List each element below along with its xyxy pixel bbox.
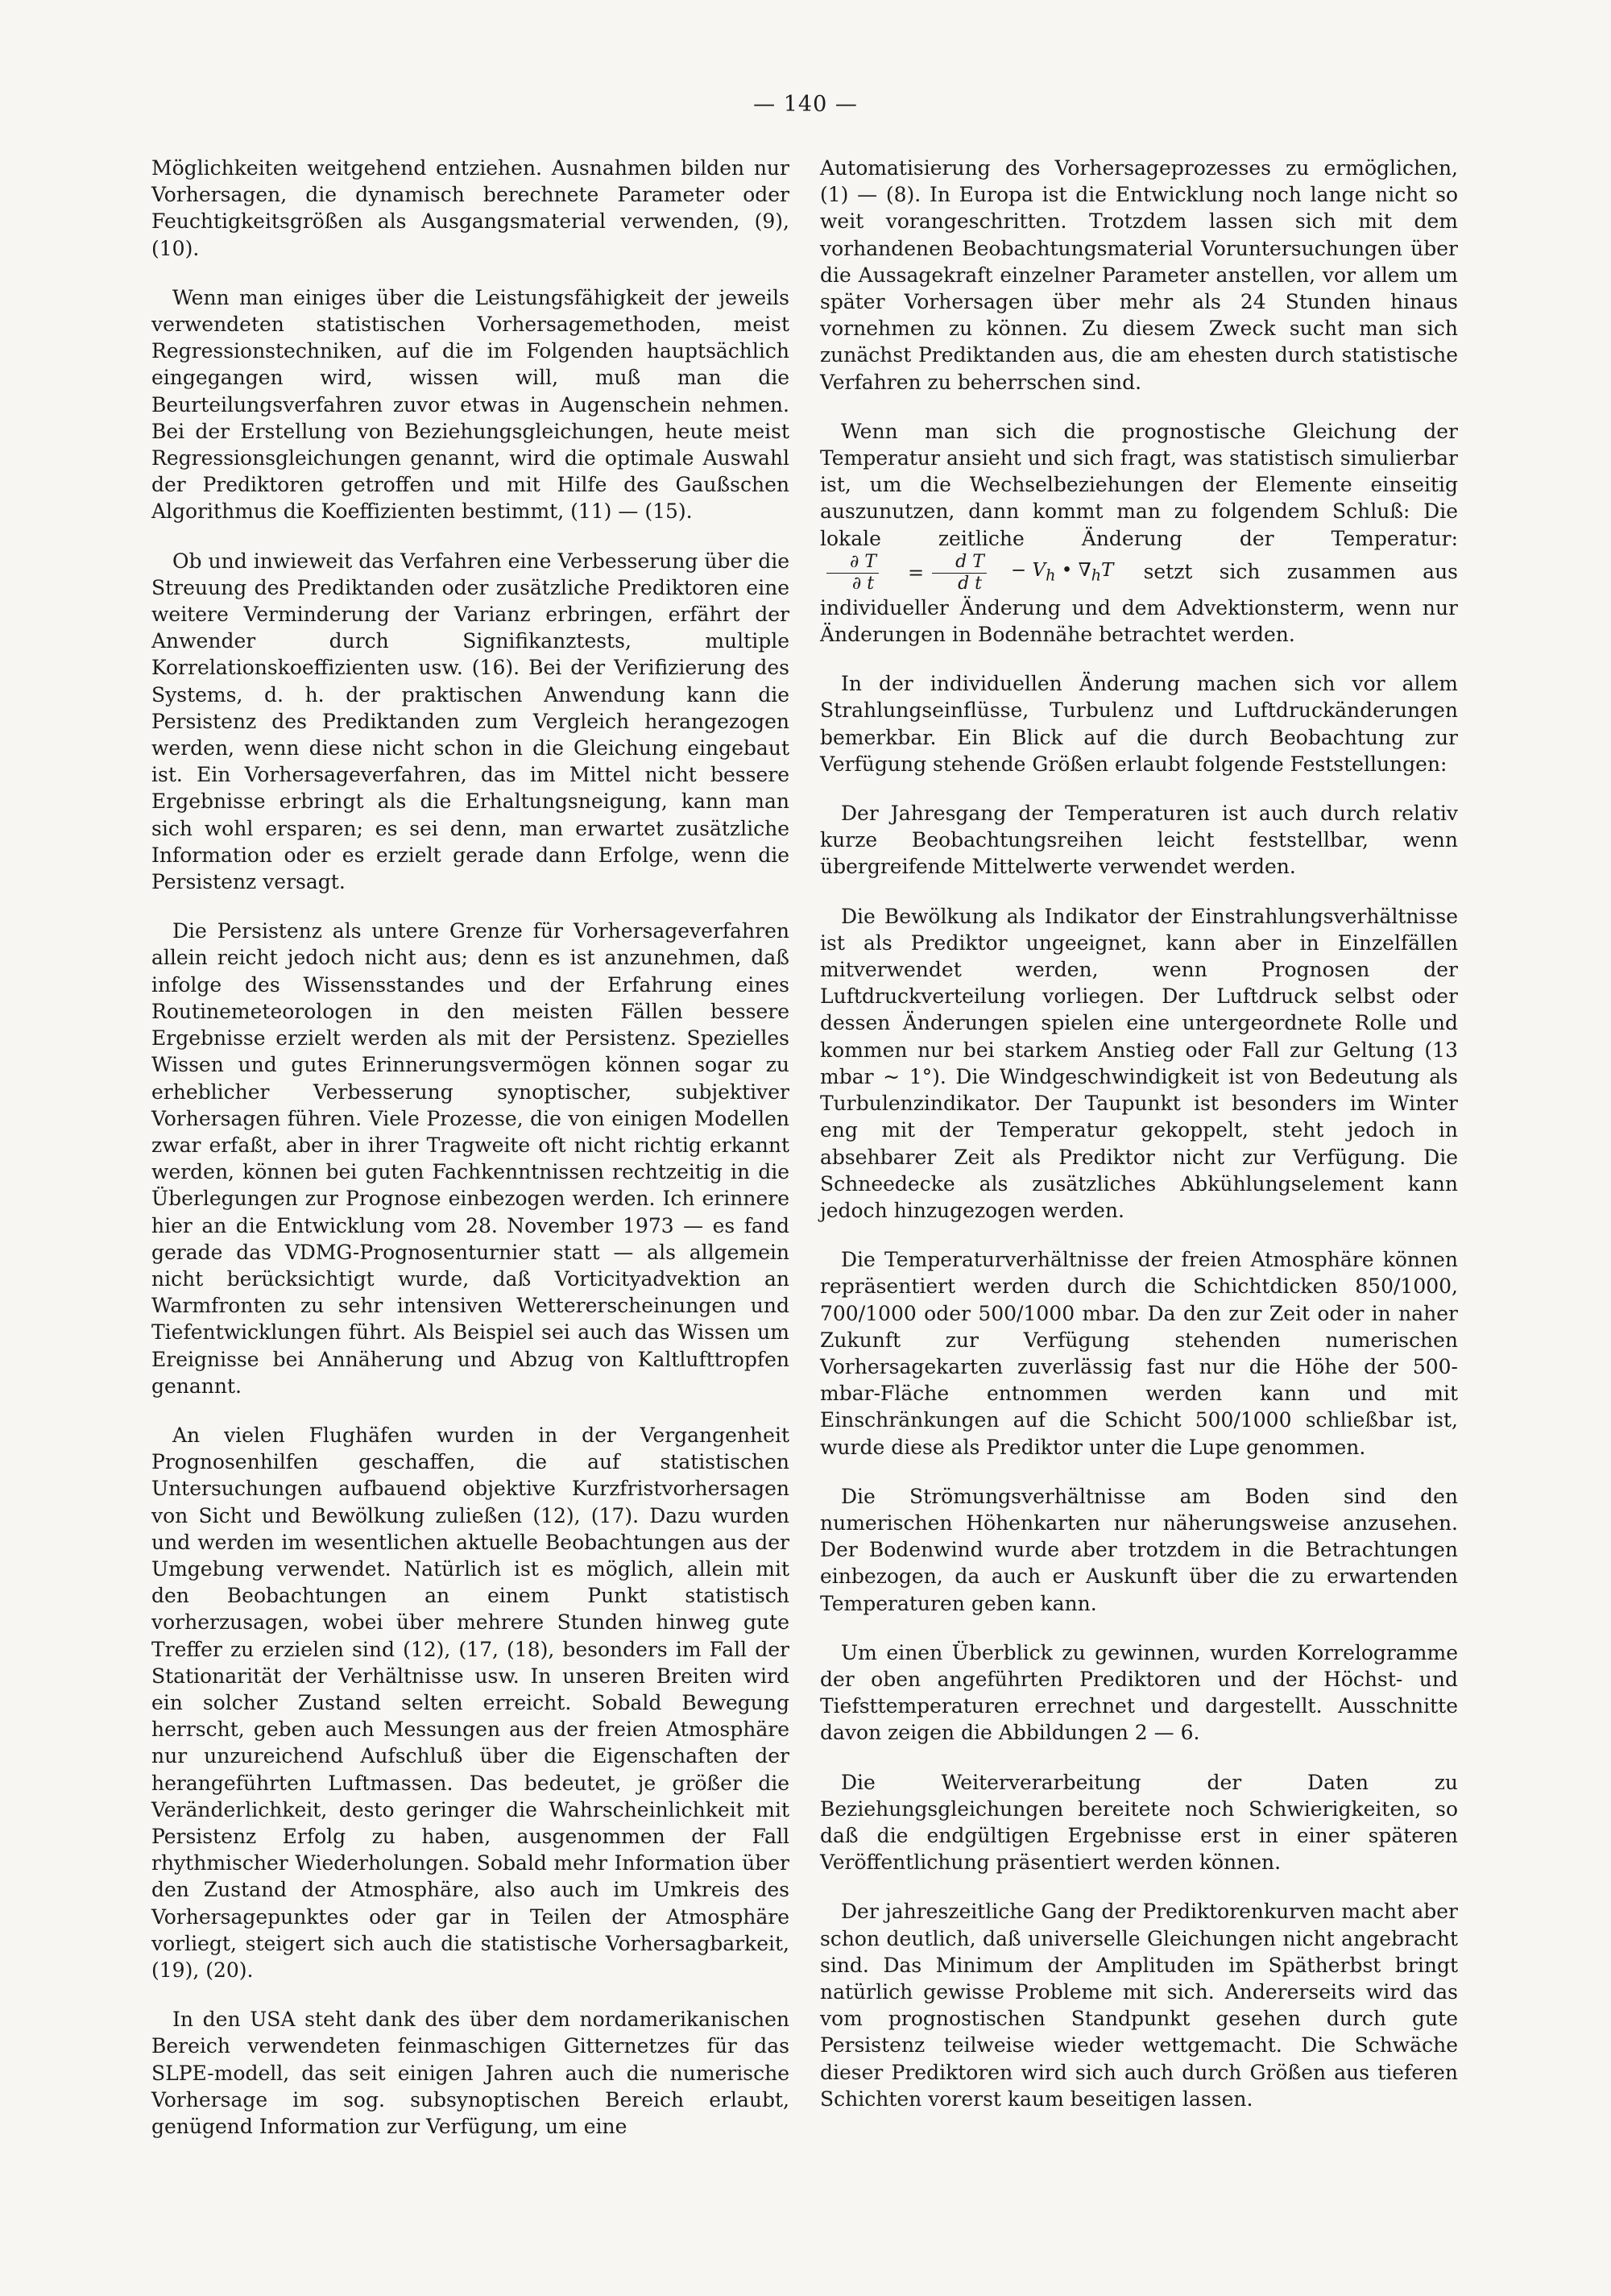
paragraph: Um einen Überblick zu gewinnen, wurden Korrelogramme der oben angeführten Prediktoren und der Höchst- und Tiefsttemperaturen errechnet und dargestellt. Ausschnitte davon zeigen die Abbildungen 2 — 6. [820, 1640, 1458, 1745]
advection-term [990, 557, 1113, 589]
paragraph: Wenn man einiges über die Leistungsfähigkeit der jeweils verwendeten statistischen Vorhersagemethoden, meist Regressionstechniken, auf die im Folgenden hauptsächlich eingegangen wird, wissen will, muß man die Beurteilungsverfahren zuvor etwas in Augenschein nehmen. Bei der Erstellung von Beziehungsgleichungen, heute meist Regressionsgleichungen genannt, wird die optimale Auswahl der Prediktoren getroffen und mit Hilfe des Gaußschen Algorithmus die Koeffizienten bestimmt, (11) — (15). [151, 285, 789, 524]
formula-lead-text: Wenn man sich die prognostische Gleichung der Temperatur ansieht und sich fragt, was statistisch simulierbar ist, um die Wechselbeziehungen der Elemente einseitig auszunutzen, dann kommt man zu folgendem Schluß: Die lokale zeitliche Änderung der Temperatur: [820, 419, 1458, 550]
paragraph: Möglichkeiten weitgehend entziehen. Ausnahmen bilden nur Vorhersagen, die dynamisch berechnete Parameter oder Feuchtigkeitsgrößen als Ausgangsmaterial verwenden, (9), (10). [151, 156, 789, 260]
page-number: — 140 — [753, 92, 858, 117]
paragraph: Die Strömungsverhältnisse am Boden sind den numerischen Höhenkarten nur näherungsweise anzusehen. Der Bodenwind wurde aber trotzdem in die Betrachtungen einbezogen, da auch er Auskunft über die zu erwartenden Temperaturen geben kann. [820, 1484, 1458, 1615]
paragraph: Die Temperaturverhältnisse der freien Atmosphäre können repräsentiert werden durch die Schichtdicken 850/1000, 700/1000 oder 500/1000 mbar. Da den zur Zeit oder in naher Zukunft zur Verfügung stehenden numerischen Vorhersagekarten zuverlässig fast nur die Höhe der 500-mbar-Fläche entnommen werden kann und mit Einschränkungen auf die Schicht 500/1000 schließbar ist, wurde diese als Prediktor unter die Lupe genommen. [820, 1248, 1458, 1459]
temperature-symbol: T [1101, 559, 1114, 581]
paragraph: In der individuellen Änderung machen sich vor allem Strahlungseinflüsse, Turbulenz und Luftdruckänderungen bemerkbar. Ein Blick auf die durch Beobachtung zur Verfügung stehende Größen erlaubt folgende Feststellungen: [820, 672, 1458, 776]
advection-velocity: − V [1010, 559, 1046, 581]
paragraph: An vielen Flughäfen wurden in der Vergangenheit Prognosenhilfen geschaffen, die auf statistischen Untersuchungen aufbauend objektive Kurzfristvorhersagen von Sicht und Bewölkung zuließen (12), (17). Dazu wurden und werden im wesentlichen aktuelle Beobachtungen aus der Umgebung verwendet. Natürlich ist es möglich, allein mit den Beobachtungen an einem Punkt statistisch vorherzusagen, wobei über mehrere Stunden hinweg gute Treffer zu erzielen sind (12), (17, (18), besonders im Fall der Stationarität der Verhältnisse usw. In unseren Breiten wird ein solcher Zustand selten erreicht. Sobald Bewegung herrscht, geben auch Messungen aus der freien Atmosphäre nur unzureichend Aufschluß über die Eigenschaften der herangeführten Luftmassen. Das bedeutet, je größer die Veränderlichkeit, desto geringer die Wahrscheinlichkeit mit Persistenz Erfolg zu haben, ausgenommen der Fall rhythmischer Wiederholungen. Sobald mehr Information über den Zustand der Atmosphäre, also auch im Umkreis des Vorhersagepunktes oder gar in Teilen der Atmosphäre vorliegt, steigert sich auch die statistische Vorhersagbarkeit, (19), (20). [151, 1423, 789, 1982]
paragraph: Der Jahresgang der Temperaturen ist auch durch relativ kurze Beobachtungsreihen leicht feststellbar, wenn übergreifende Mittelwerte verwendet werden. [820, 802, 1458, 879]
formula-paragraph [820, 418, 1458, 648]
fraction-numerator: ∂ T [826, 552, 879, 574]
paragraph: In den USA steht dank des über dem nordamerikanischen Bereich verwendeten feinmaschigen Gitternetzes für das SLPE-modell, das seit einigen Jahren auch die numerische Vorhersage im sog. subsynoptischen Bereich erlaubt, genügend Information zur Verfügung, um eine [151, 2008, 789, 2139]
partial-derivative-fraction [826, 552, 879, 595]
fraction-denominator: d t [958, 573, 982, 594]
subscript: h [1091, 566, 1102, 585]
paragraph: Die Weiterverarbeitung der Daten zu Beziehungsgleichungen bereitete noch Schwierigkeiten, so daß die endgültigen Ergebnisse erst in einer späteren Veröffentlichung präsentiert werden können. [820, 1770, 1458, 1875]
fraction-numerator: d T [932, 552, 987, 574]
gradient-operator: • ∇ [1055, 559, 1091, 581]
paragraph: Die Bewölkung als Indikator der Einstrahlungsverhältnisse ist als Prediktor ungeeignet, kann aber in Einzelfällen mitverwendet werden, wenn Prognosen der Luftdruckverteilung vorliegen. Der Luftdruck selbst oder dessen Änderungen spielen eine untergeordnete Rolle und kommen nur bei starkem Anstieg oder Fall zur Geltung (13 mbar ~ 1°). Die Windgeschwindigkeit ist von Bedeutung als Turbulenzindikator. Der Taupunkt ist besonders im Winter eng mit der Temperatur gekoppelt, steht jedoch in absehbarer Zeit als Prediktor nicht zur Verfügung. Die Schneedecke als zusätzliches Abkühlungselement kann jedoch hinzugezogen werden. [820, 904, 1458, 1222]
fraction-denominator: ∂ t [851, 573, 875, 594]
subscript: h [1046, 566, 1056, 585]
formula-trail-text: setzt sich zusammen aus individueller Änderung und dem Advektionsterm, wenn nur Änderungen in Bodennähe betrachtet werden. [820, 559, 1459, 647]
paragraph: Automatisierung des Vorhersageprozesses zu ermöglichen, (1) — (8). In Europa ist die Entwicklung noch lange nicht so weit vorangeschritten. Trotzdem lassen sich mit dem vorhandenen Beobachtungsmaterial Voruntersuchungen über die Aussagekraft einzelner Parameter anstellen, vor allem um später Vorhersagen über mehr als 24 Stunden hinaus vornehmen zu können. Zu diesem Zweck sucht man sich zunächst Prediktanden aus, die am ehesten durch statistische Verfahren zu beherrschen sind. [820, 156, 1458, 394]
equals-sign: = [908, 561, 925, 584]
right-column [820, 155, 1458, 2135]
left-column [151, 155, 789, 2162]
paragraph: Der jahreszeitliche Gang der Prediktorenkurven macht aber schon deutlich, daß universelle Gleichungen nicht angebracht sind. Das Minimum der Amplituden im Spätherbst bringt natürlich gewisse Probleme mit sich. Andererseits wird das vom prognostischen Standpunkt gesehen durch gute Persistenz teilweise wieder wettgemacht. Die Schwäche dieser Prediktoren wird sich auch durch Größen aus tieferen Schichten vorerst kaum beseitigen lassen. [820, 1900, 1458, 2111]
temperature-equation [823, 552, 1113, 595]
paragraph: Ob und inwieweit das Verfahren eine Verbesserung über die Streuung des Prediktanden oder zusätzliche Prediktoren eine weitere Verminderung der Varianz erbringen, erfährt der Anwender durch Signifikanztests, multiple Korrelationskoeffizienten usw. (16). Bei der Verifizierung des Systems, d. h. der praktischen Anwendung kann die Persistenz des Prediktanden zum Vergleich herangezogen werden, wenn diese nicht schon in die Gleichung eingebaut ist. Ein Vorhersageverfahren, das im Mittel nicht bessere Ergebnisse erbringt als die Erhaltungsneigung, kann man sich wohl ersparen; es sei denn, man erwartet zusätzliche Information oder es erzielt gerade dann Erfolge, wenn die Persistenz versagt. [151, 549, 789, 894]
total-derivative-fraction [932, 552, 987, 595]
paragraph: Die Persistenz als untere Grenze für Vorhersageverfahren allein reicht jedoch nicht aus; denn es ist anzunehmen, daß infolge des Wissensstandes und der Erfahrung eines Routinemeteorologen in den meisten Fällen bessere Ergebnisse erzielt werden als mit der Persistenz. Spezielles Wissen und gutes Erinnerungsvermögen können sogar zu erheblicher Verbesserung synoptischer, subjektiver Vorhersagen führen. Viele Prozesse, die von einigen Modellen zwar erfaßt, aber in ihrer Tragweite oft nicht richtig erkannt werden, können bei guten Fachkenntnissen rechtzeitig in die Überlegungen zur Prognose einbezogen werden. Ich erinnere hier an die Entwicklung vom 28. November 1973 — es fand gerade das VDMG-Prognosenturnier statt — als allgemein nicht berücksichtigt wurde, daß Vorticityadvektion an Warmfronten zu sehr intensiven Wettererscheinungen und Tiefentwicklungen führt. Als Beispiel sei auch das Wissen um Ereignisse bei Annäherung und Abzug von Kaltlufttropfen genannt. [151, 919, 789, 1398]
